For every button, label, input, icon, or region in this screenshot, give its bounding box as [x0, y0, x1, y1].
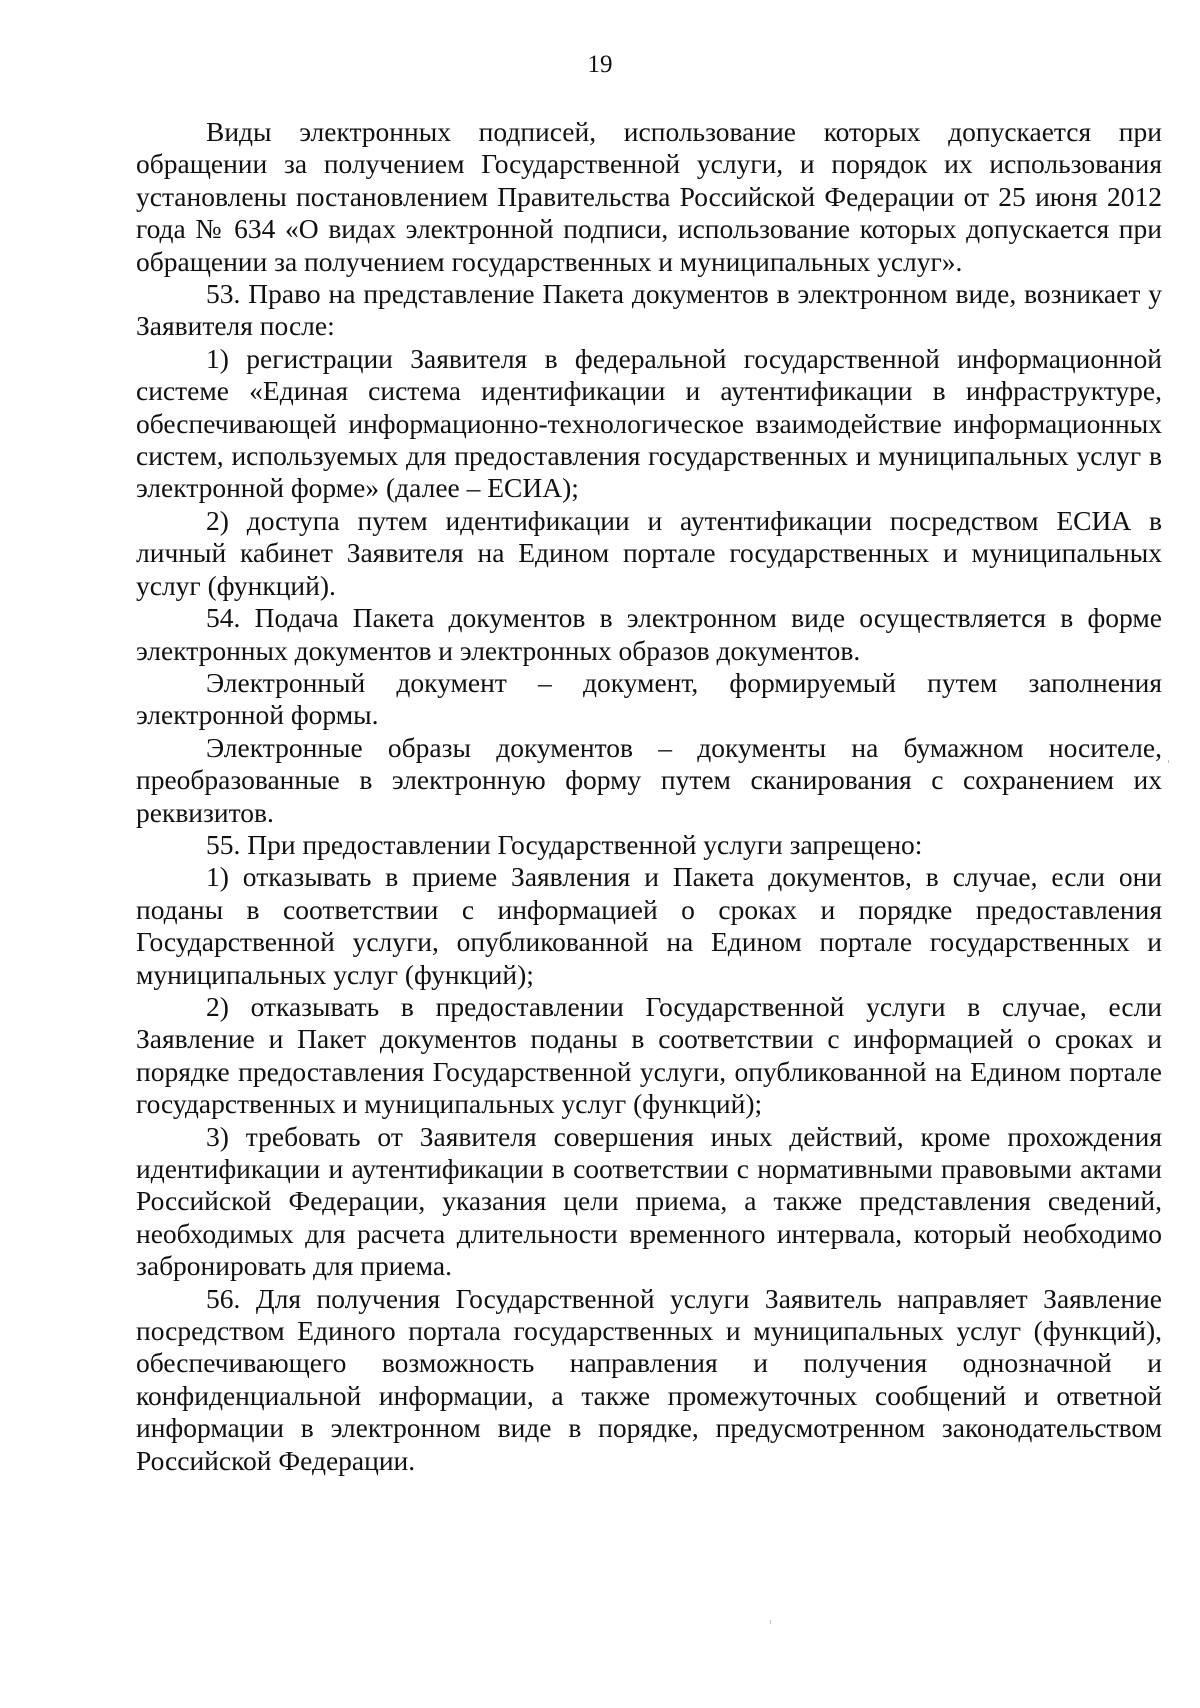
paragraph-53-item-2: 2) доступа путем идентификации и аутентификации посредством ЕСИА в личный кабинет Заявителя на Едином портале государственных и муниципальных услуг (функций). [136, 504, 1162, 601]
paragraph-56: 56. Для получения Государственной услуги Заявитель направляет Заявление посредством Единого портала государственных и муниципальных услуг (функций), обеспечивающего возможность направления и получения однозначной и конфиденциальной информации, а также промежуточных сообщений и ответной информации в электронном виде в порядке, предусмотренном законодательством Российской Федерации. [136, 1282, 1162, 1476]
paragraph-53-item-1: 1) регистрации Заявителя в федеральной государственной информационной системе «Единая система идентификации и аутентификации в инфраструктуре, обеспечивающей информационно-технологическое взаимодействие информационных систем, используемых для предоставления государственных и муниципальных услуг в электронной форме» (далее – ЕСИА); [136, 342, 1162, 504]
scan-speck [1168, 760, 1169, 763]
paragraph-signature-types: Виды электронных подписей, использование которых допускается при обращении за получением Государственной услуги, и порядок их использования установлены постановлением Правительства Российской Федерации от 25 июня 2012 года № 634 «О видах электронной подписи, использование которых допускается при обращении за получением государственных и муниципальных услуг». [136, 116, 1162, 277]
scan-speck [770, 1620, 771, 1624]
paragraph-55-item-2: 2) отказывать в предоставлении Государственной услуги в случае, если Заявление и Пакет документов поданы в соответствии с информацией о сроках и порядке предоставления Государственной услуги, опубликованной на Едином портале государственных и муниципальных услуг (функций); [136, 990, 1162, 1120]
paragraph-electronic-images: Электронные образы документов – документы на бумажном носителе, преобразованные в электронную форму путем сканирования с сохранением их реквизитов. [136, 731, 1162, 828]
paragraph-55-item-1: 1) отказывать в приеме Заявления и Пакета документов, в случае, если они поданы в соответствии с информацией о сроках и порядке предоставления Государственной услуги, опубликованной на Едином портале государственных и муниципальных услуг (функций); [136, 861, 1162, 990]
paragraph-53: 53. Право на представление Пакета документов в электронном виде, возникает у Заявителя после: [136, 278, 1162, 342]
paragraph-54: 54. Подача Пакета документов в электронном виде осуществляется в форме электронных документов и электронных образов документов. [136, 602, 1162, 666]
document-body [136, 116, 1162, 1477]
paragraph-electronic-document: Электронный документ – документ, формируемый путем заполнения электронной формы. [136, 666, 1162, 731]
paragraph-55: 55. При предоставлении Государственной услуги запрещено: [206, 828, 923, 860]
paragraph-55-item-3: 3) требовать от Заявителя совершения иных действий, кроме прохождения идентификации и аутентификации в соответствии с нормативными правовыми актами Российской Федерации, указания цели приема, а также представления сведений, необходимых для расчета длительности временного интервала, который необходимо забронировать для приема. [136, 1120, 1162, 1282]
page-number: 19 [587, 51, 613, 78]
